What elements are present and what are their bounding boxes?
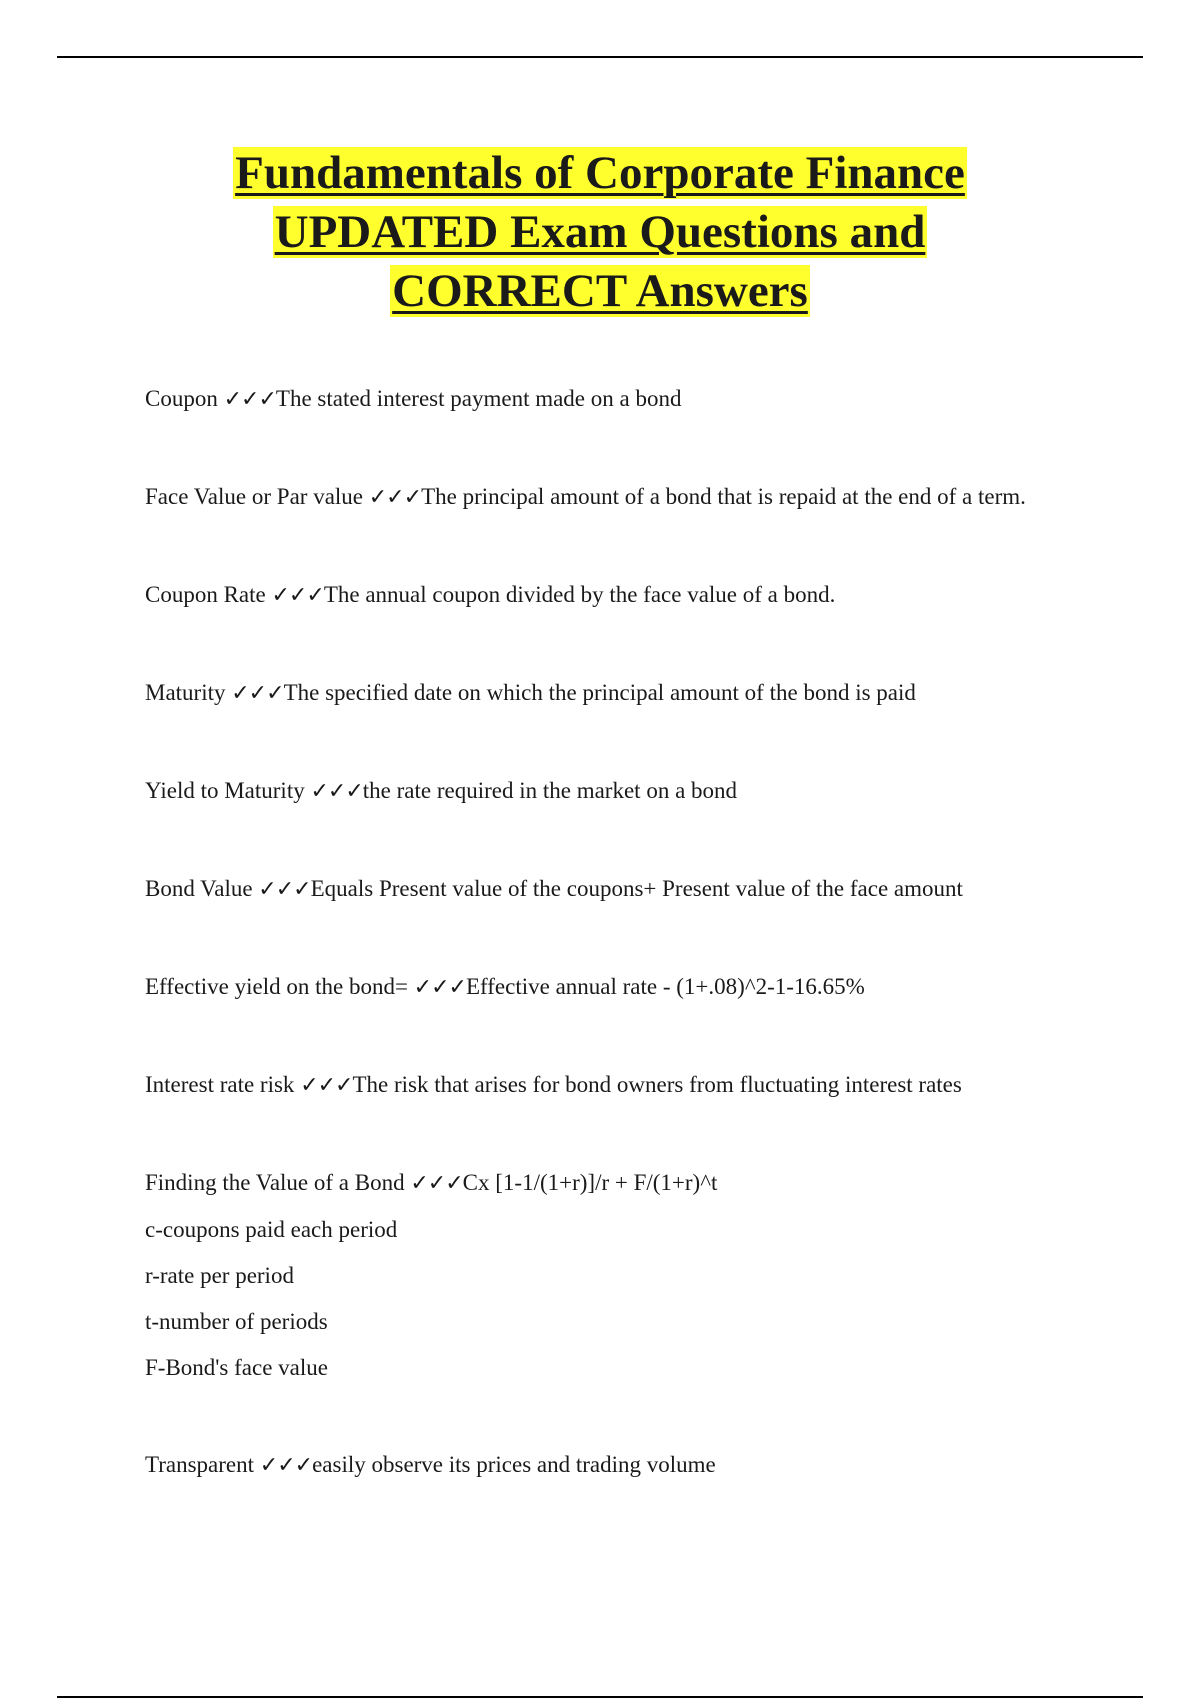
note-rate: r-rate per period — [145, 1263, 294, 1288]
qa-entry-coupon — [145, 383, 1045, 415]
definition: Effective annual rate - (1+.08)^2-1-16.65% — [465, 974, 865, 999]
note-coupons: c-coupons paid each period — [145, 1217, 398, 1242]
qa-entry-value-of-bond — [145, 1167, 1045, 1199]
definition: easily observe its prices and trading volume — [312, 1452, 716, 1477]
term: Bond Value — [145, 876, 259, 901]
term: Finding the Value of a Bond — [145, 1170, 411, 1195]
title-line-3: CORRECT Answers — [392, 265, 808, 317]
term: Interest rate risk — [145, 1072, 301, 1097]
check-mark-icon: ✓✓✓ — [258, 877, 311, 902]
definition: Cx [1-1/(1+r)]/r + F/(1+r)^t — [462, 1170, 718, 1195]
document-title — [0, 144, 1200, 321]
qa-entry-effective-yield — [145, 971, 1045, 1003]
term: Coupon — [145, 386, 224, 411]
check-mark-icon: ✓✓✓ — [223, 387, 276, 412]
qa-entry-bond-value — [145, 873, 1045, 905]
top-rule — [57, 56, 1143, 58]
definition: The stated interest payment made on a bond — [275, 386, 682, 411]
check-mark-icon: ✓✓✓ — [231, 681, 284, 706]
qa-entry-face-value — [145, 481, 1045, 513]
title-line-2: UPDATED Exam Questions and — [274, 206, 926, 258]
check-mark-icon: ✓✓✓ — [271, 583, 324, 608]
qa-entry-maturity — [145, 677, 1045, 709]
term: Effective yield on the bond= — [145, 974, 414, 999]
qa-entry-transparent — [145, 1449, 1045, 1481]
definition: the rate required in the market on a bond — [362, 778, 738, 803]
check-mark-icon: ✓✓✓ — [259, 1453, 313, 1478]
definition: The specified date on which the principal amount of the bond is paid — [283, 680, 916, 705]
definition: The risk that arises for bond owners from fluctuating interest rates — [352, 1072, 962, 1097]
check-mark-icon: ✓✓✓ — [300, 1073, 353, 1098]
definition: Equals Present value of the coupons+ Present value of the face amount — [310, 876, 963, 901]
term: Maturity — [145, 680, 232, 705]
term: Face Value or Par value — [145, 484, 369, 509]
qa-list — [145, 383, 1045, 1481]
note-periods: t-number of periods — [145, 1309, 328, 1334]
qa-entry-interest-rate-risk — [145, 1069, 1045, 1101]
definition: The principal amount of a bond that is repaid at the end of a term. — [421, 484, 1026, 509]
term: Coupon Rate — [145, 582, 272, 607]
term: Transparent — [145, 1452, 260, 1477]
qa-entry-yield-to-maturity — [145, 775, 1045, 807]
note-face-value: F-Bond's face value — [145, 1355, 328, 1380]
check-mark-icon: ✓✓✓ — [368, 485, 422, 510]
qa-entry-coupon-rate — [145, 579, 1045, 611]
definition: The annual coupon divided by the face value of a bond. — [323, 582, 836, 607]
check-mark-icon: ✓✓✓ — [310, 779, 363, 804]
term: Yield to Maturity — [145, 778, 311, 803]
check-mark-icon: ✓✓✓ — [410, 1171, 463, 1196]
title-line-1: Fundamentals of Corporate Finance — [235, 147, 965, 199]
bottom-rule — [57, 1696, 1143, 1698]
check-mark-icon: ✓✓✓ — [413, 975, 466, 1000]
